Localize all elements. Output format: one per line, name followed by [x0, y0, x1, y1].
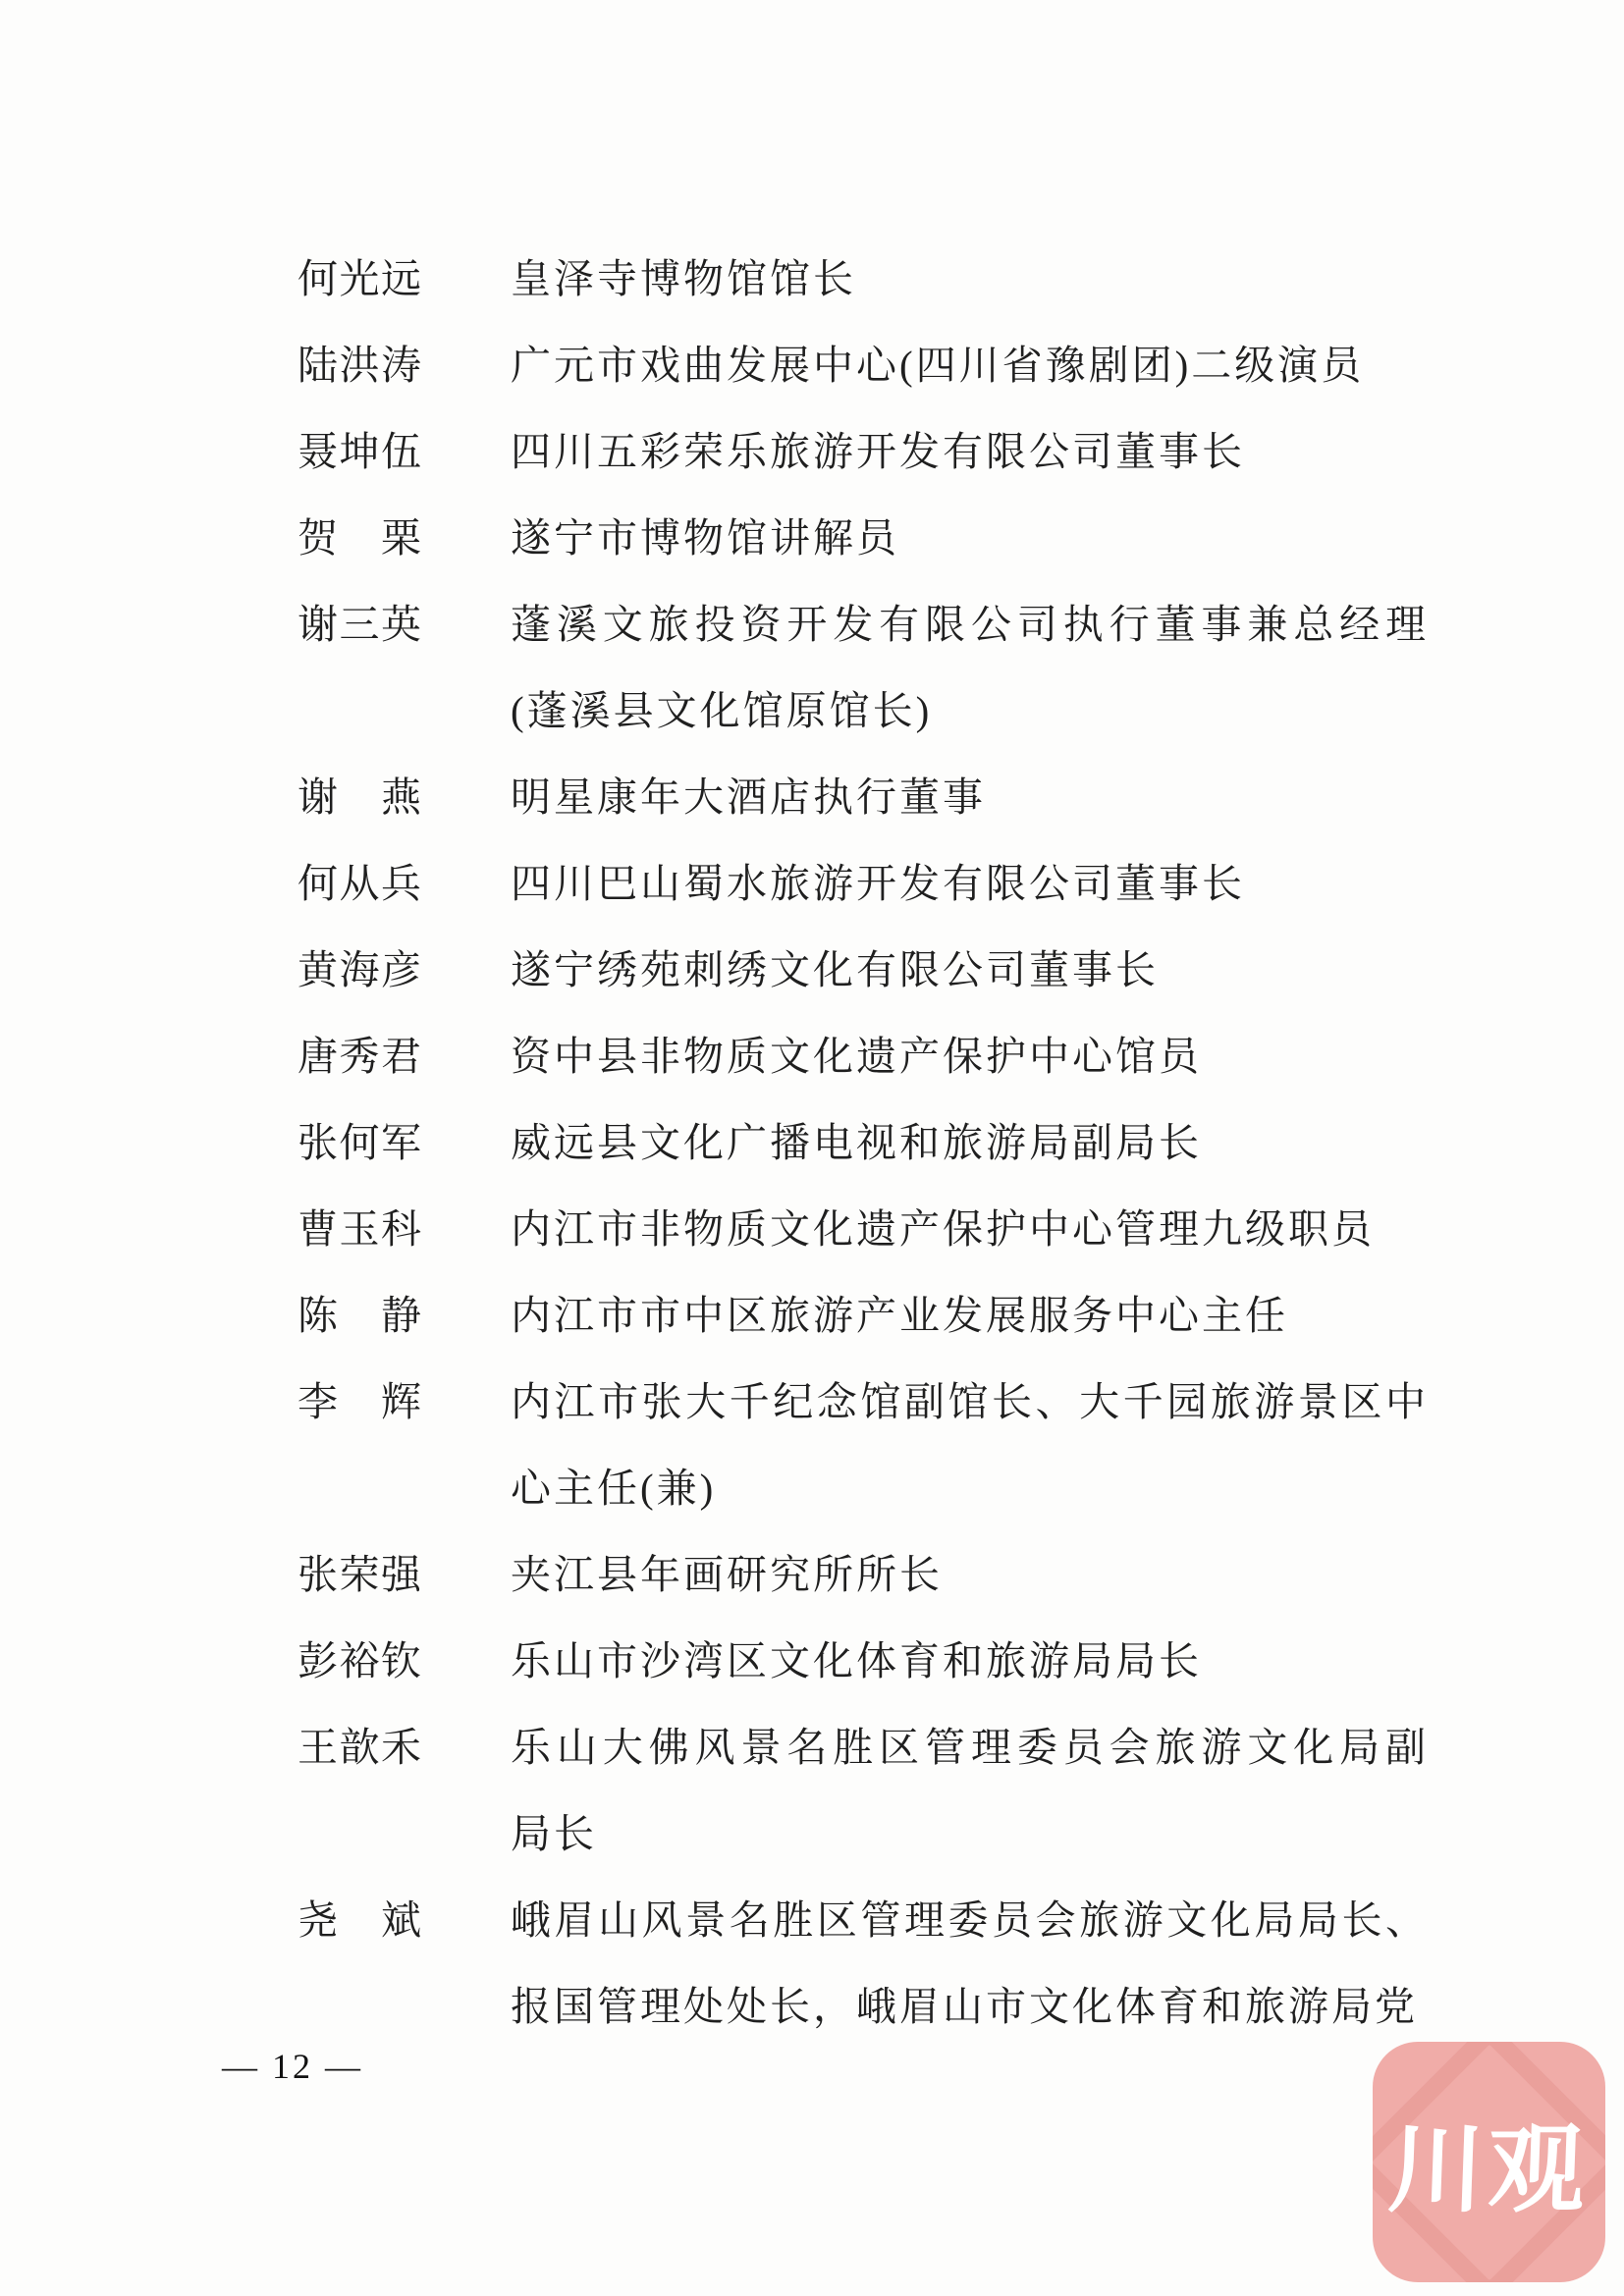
list-item	[298, 1272, 1436, 1359]
position-line: 乐山市沙湾区文化体育和旅游局局长	[511, 1638, 1202, 1683]
list-item	[298, 1013, 1436, 1099]
position-line: 内江市张大千纪念馆副馆长、大千园旅游景区中	[511, 1379, 1429, 1424]
list-item	[298, 1531, 1436, 1618]
position-description	[511, 754, 1429, 840]
person-name: 谢三英	[298, 602, 421, 647]
position-description	[511, 1099, 1429, 1186]
entries-list	[298, 236, 1436, 2050]
position-description	[511, 1359, 1429, 1531]
list-item	[298, 1186, 1436, 1272]
list-item	[298, 408, 1436, 495]
list-item	[298, 322, 1436, 408]
position-line: 夹江县年画研究所所长	[511, 1552, 943, 1597]
position-description	[511, 1013, 1429, 1099]
person-name: 彭裕钦	[298, 1638, 421, 1683]
position-line: 乐山大佛风景名胜区管理委员会旅游文化局副	[511, 1725, 1429, 1770]
list-item	[298, 1704, 1436, 1877]
person-name: 唐秀君	[298, 1034, 421, 1079]
person-name: 尧 斌	[298, 1897, 421, 1943]
position-line: 遂宁市博物馆讲解员	[511, 515, 899, 561]
position-description	[511, 1272, 1429, 1359]
person-name: 贺 栗	[298, 515, 421, 561]
person-name: 聂坤伍	[298, 429, 421, 474]
position-line: 内江市市中区旅游产业发展服务中心主任	[511, 1293, 1288, 1338]
position-line: 局长	[511, 1811, 597, 1856]
position-line: 峨眉山风景名胜区管理委员会旅游文化局局长、	[511, 1897, 1429, 1943]
list-item	[298, 581, 1436, 754]
person-name: 何光远	[298, 256, 421, 301]
position-description	[511, 495, 1429, 581]
position-line: 遂宁绣苑刺绣文化有限公司董事长	[511, 947, 1159, 992]
person-name: 何从兵	[298, 861, 421, 906]
position-line: 四川巴山蜀水旅游开发有限公司董事长	[511, 861, 1245, 906]
person-name: 曹玉科	[298, 1206, 421, 1252]
position-line: 威远县文化广播电视和旅游局副局长	[511, 1120, 1202, 1165]
chuanguan-watermark-logo	[1373, 2042, 1605, 2282]
person-name: 张何军	[298, 1120, 421, 1165]
position-description	[511, 322, 1429, 408]
person-name: 陈 静	[298, 1293, 421, 1338]
person-name: 张荣强	[298, 1552, 421, 1597]
person-name: 谢 燕	[298, 774, 421, 820]
position-line: 明星康年大酒店执行董事	[511, 774, 986, 820]
position-description	[511, 1531, 1429, 1618]
position-description	[511, 1186, 1429, 1272]
person-name: 王歆禾	[298, 1725, 421, 1770]
position-line: 内江市非物质文化遗产保护中心管理九级职员	[511, 1206, 1375, 1252]
position-description	[511, 927, 1429, 1013]
position-line: 蓬溪文旅投资开发有限公司执行董事兼总经理	[511, 602, 1429, 647]
position-description	[511, 581, 1429, 754]
list-item	[298, 1099, 1436, 1186]
position-description	[511, 1618, 1429, 1704]
position-line: 资中县非物质文化遗产保护中心馆员	[511, 1034, 1202, 1079]
list-item	[298, 1359, 1436, 1531]
position-line: 皇泽寺博物馆馆长	[511, 256, 856, 301]
position-description	[511, 408, 1429, 495]
list-item	[298, 754, 1436, 840]
position-description	[511, 236, 1429, 322]
list-item	[298, 1877, 1436, 2050]
position-line: (蓬溪县文化馆原馆长)	[511, 688, 933, 733]
list-item	[298, 236, 1436, 322]
list-item	[298, 1618, 1436, 1704]
position-line: 心主任(兼)	[511, 1466, 717, 1511]
position-line: 四川五彩荣乐旅游开发有限公司董事长	[511, 429, 1245, 474]
list-item	[298, 495, 1436, 581]
position-description	[511, 1704, 1429, 1877]
list-item	[298, 840, 1436, 927]
person-name: 黄海彦	[298, 947, 421, 992]
position-description	[511, 1877, 1429, 2050]
watermark-text: 川观	[1386, 2114, 1592, 2226]
list-item	[298, 927, 1436, 1013]
position-line: 广元市戏曲发展中心(四川省豫剧团)二级演员	[511, 343, 1365, 388]
person-name: 陆洪涛	[298, 343, 421, 388]
position-line: 报国管理处处长，峨眉山市文化体育和旅游局党	[511, 1984, 1418, 2029]
position-description	[511, 840, 1429, 927]
page-number: — 12 —	[222, 2047, 363, 2086]
person-name: 李 辉	[298, 1379, 421, 1424]
